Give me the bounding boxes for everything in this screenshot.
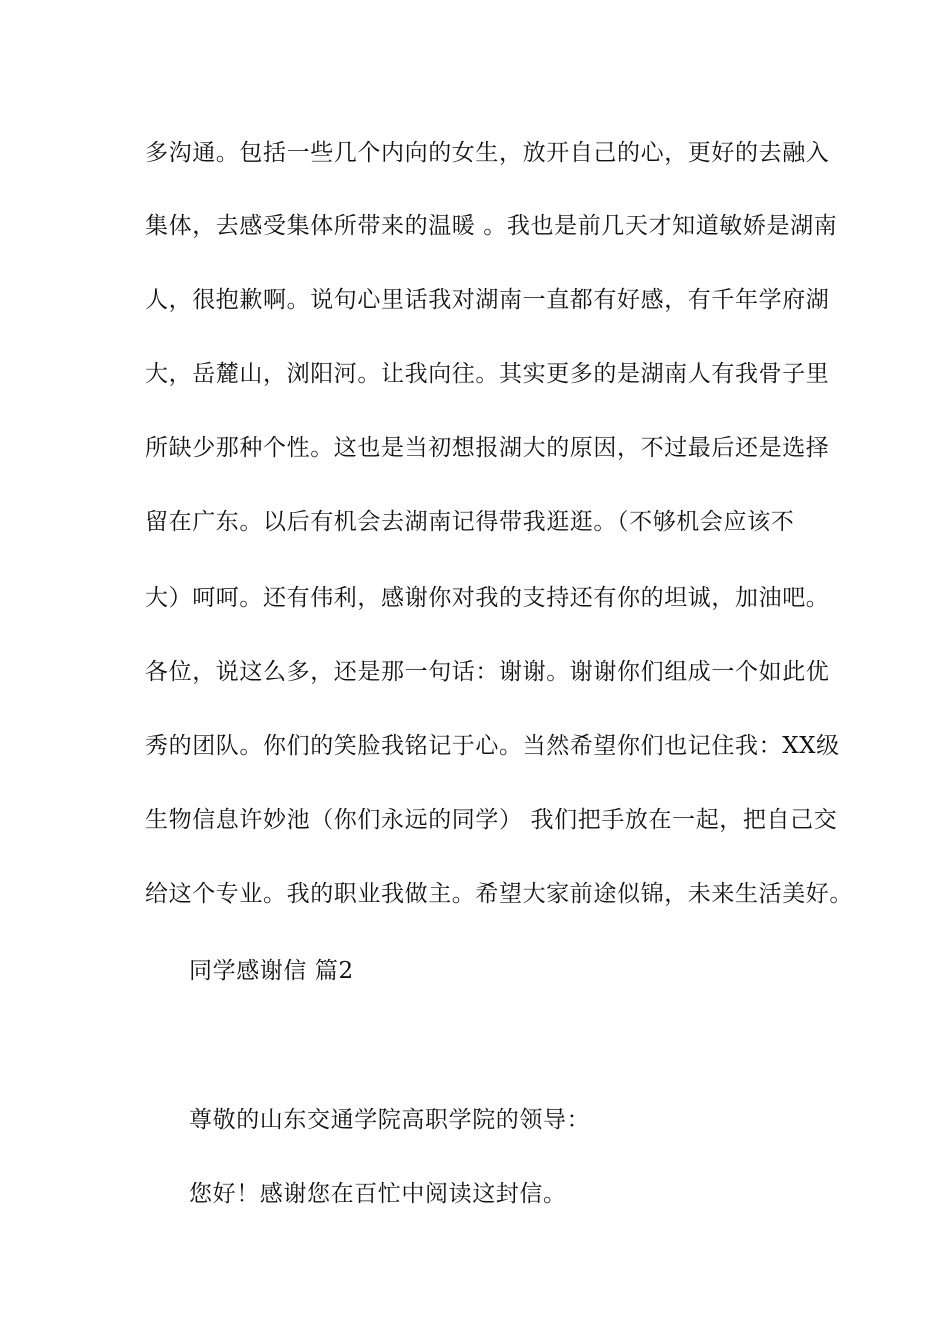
paragraph-line-4: 大，岳麓山，浏阳河。让我向往。其实更多的是湖南人有我骨子里 <box>145 361 830 387</box>
paragraph-line-8: 各位，说这么多，还是那一句话：谢谢。谢谢你们组成一个如此优 <box>145 659 830 685</box>
paragraph-line-2: 集体，去感受集体所带来的温暖 。我也是前几天才知道敏娇是湖南 <box>145 213 838 239</box>
paragraph-line-6: 留在广东。以后有机会去湖南记得带我逛逛。（不够机会应该不 <box>145 509 795 535</box>
paragraph-line-10: 生物信息许妙池（你们永远的同学） 我们把手放在一起，把自己交 <box>145 807 838 833</box>
paragraph-line-1: 多沟通。包括一些几个内向的女生，放开自己的心，更好的去融入 <box>145 140 830 166</box>
letter-greeting: 您好！感谢您在百忙中阅读这封信。 <box>189 1181 567 1207</box>
paragraph-line-7: 大）呵呵。还有伟利，感谢你对我的支持还有你的坦诚，加油吧。 <box>145 585 830 611</box>
section-heading: 同学感谢信 篇2 <box>189 958 354 984</box>
paragraph-line-5: 所缺少那种个性。这也是当初想报湖大的原因，不过最后还是选择 <box>145 435 830 461</box>
paragraph-line-9: 秀的团队。你们的笑脸我铭记于心。当然希望你们也记住我：XX级 <box>145 733 840 759</box>
paragraph-line-11: 给这个专业。我的职业我做主。希望大家前途似锦，未来生活美好。 <box>145 881 853 907</box>
letter-salutation: 尊敬的山东交通学院高职学院的领导： <box>189 1107 591 1133</box>
paragraph-line-3: 人，很抱歉啊。说句心里话我对湖南一直都有好感，有千年学府湖 <box>145 287 830 313</box>
